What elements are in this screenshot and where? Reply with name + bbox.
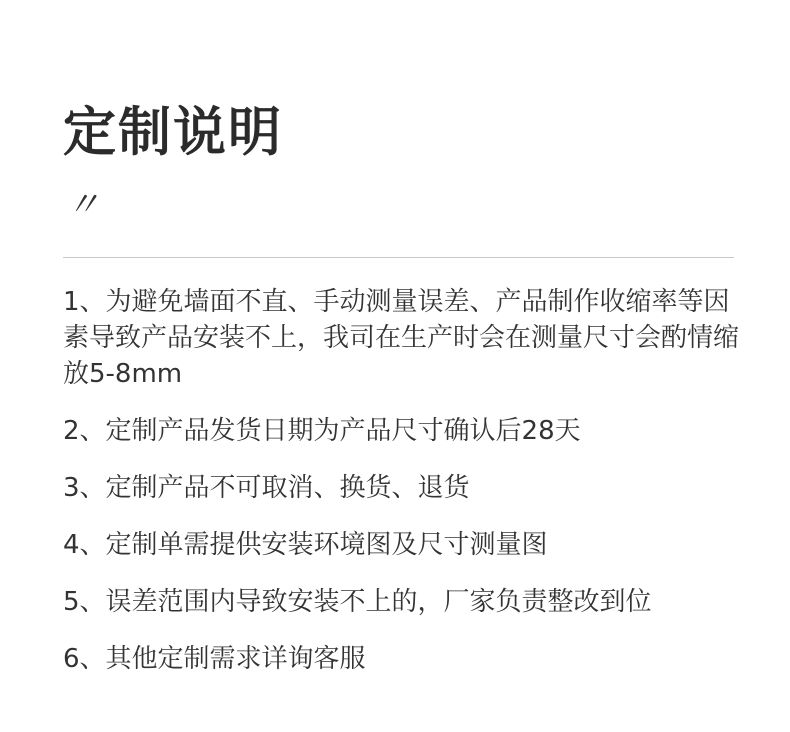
list-item: 2、定制产品发货日期为产品尺寸确认后28天 [63,416,581,446]
page-title: 定制说明 [63,102,283,163]
list-item: 5、误差范围内导致安装不上的，厂家负责整改到位 [63,587,652,617]
list-item: 1、为避免墙面不直、手动测量误差、产品制作收缩率等因素导致产品安装不上，我司在生产时会在测量尺寸会酌情缩放5-8mm [63,287,740,389]
list-item: 3、定制产品不可取消、换货、退货 [63,473,470,503]
customization-notes-list [63,284,743,698]
list-item: 4、定制单需提供安装环境图及尺寸测量图 [63,530,548,560]
list-item: 6、其他定制需求详询客服 [63,644,366,674]
quote-mark-icon: 〃 [66,185,100,225]
divider [63,257,734,258]
